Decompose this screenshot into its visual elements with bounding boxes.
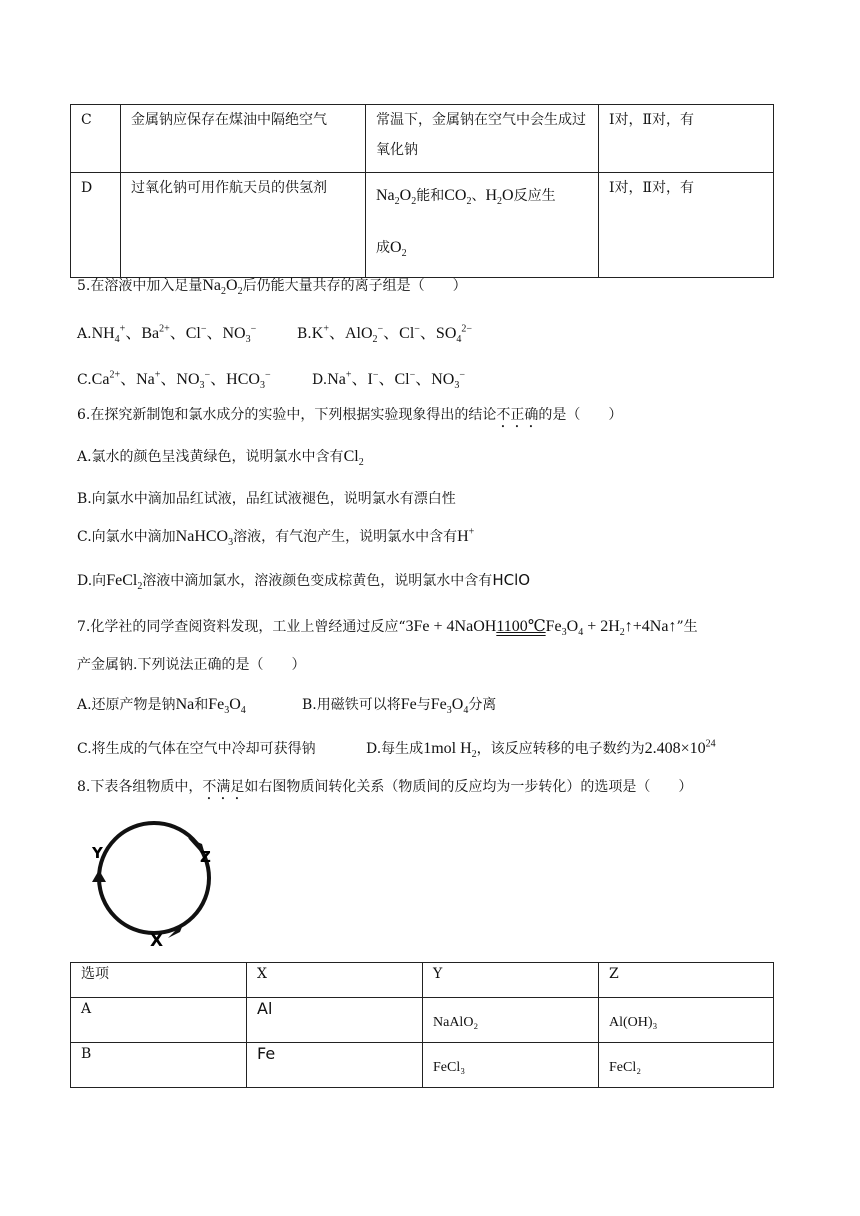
label-x: X <box>150 931 164 950</box>
statement-two-cell: $Na_2O_2$能和$CO_2$、$H_2O$反应生 成$O_2$ <box>366 173 599 278</box>
question-6-option-b: B.向氯水中滴加品红试液，品红试液褪色，说明氯水有漂白性 <box>77 491 456 507</box>
table-row <box>71 1043 774 1088</box>
question-7-option-a: A.还原产物是钠Na和$Fe_3O_4$ <box>77 696 246 717</box>
judgement-cell: Ⅰ对，Ⅱ对，有 <box>599 105 774 173</box>
question-8-stem: 8.下表各组物质中，不满足如右图物质间转化关系（物质间的反应均为一步转化）的选项是（ ） <box>77 779 693 795</box>
question-5-option-c: $C.Ca^{2+}$、Na+、$NO_3^-$、$HCO_3^-$ <box>77 369 271 392</box>
question-5-option-b: B.K+、AlO$_2$−、Cl−、$SO_4^{2-}$ <box>297 323 473 346</box>
option-cell: C <box>71 105 121 173</box>
header-y: Y <box>423 963 599 998</box>
cell-z: FeCl₂ <box>599 1043 774 1088</box>
label-y: Y <box>92 844 103 862</box>
judgement-cell: Ⅰ对，Ⅱ对，有 <box>599 173 774 278</box>
cell-y: NaAlO₂ <box>423 998 599 1043</box>
question-6-option-a: A.氯水的颜色呈浅黄绿色，说明氯水中含有$Cl_2$ <box>77 448 364 469</box>
table-row <box>71 173 774 278</box>
statement-two-cell: 常温下，金属钠在空气中会生成过氧化钠 <box>366 105 599 173</box>
label-z: Z <box>200 848 211 866</box>
question-5-stem: 5.在溶液中加入足量$Na_2O_2$后仍能大量共存的离子组是（ ） <box>77 277 467 298</box>
cell-x: Fe <box>247 1043 423 1088</box>
question-7-option-b: B.用磁铁可以将Fe与$Fe_3O_4$分离 <box>302 696 497 717</box>
question-5-option-a: $A.NH_4^+$、$Ba^{2+}$、Cl−、$NO_3^-$ <box>77 323 257 346</box>
header-option: 选项 <box>71 963 247 998</box>
question-7-stem: 7.化学社的同学查阅资料发现，工业上曾经通过反应“$3Fe + 4NaOH1100℃Fe_3O_4$ + $2H_2↑+4Na↑$”生 <box>77 618 698 639</box>
question-6-option-d: D.向FeCl$_2$溶液中滴加氯水，溶液颜色变成棕黄色，说明氯水中含有HClO <box>77 571 531 593</box>
option-cell: D <box>71 173 121 278</box>
cell-z: Al(OH)₃ <box>599 998 774 1043</box>
judgement-table <box>70 104 774 278</box>
question-5-option-d: D.Na+、I−、Cl−、$NO_3^-$ <box>312 369 465 392</box>
table-row <box>71 998 774 1043</box>
arrow-x-to-y-icon <box>92 870 106 882</box>
statement-one-cell: 过氧化钠可用作航天员的供氢剂 <box>121 173 366 278</box>
header-x: X <box>247 963 423 998</box>
question-7-option-d: D.每生成1mol $H_2$，该反应转移的电子数约为$2.408\times 10^{24}$ <box>366 738 716 761</box>
conversion-cycle-diagram <box>84 810 224 950</box>
table-row <box>71 105 774 173</box>
header-z: Z <box>599 963 774 998</box>
question-6-stem: 6.在探究新制饱和氯水成分的实验中，下列根据实验现象得出的结论不正确的是（ ） <box>77 407 623 423</box>
question-6-option-c: C.向氯水中滴加NaHCO$_3$溶液，有气泡产生，说明氯水中含有H+ <box>77 526 475 549</box>
cell-x: Al <box>247 998 423 1043</box>
substance-table <box>70 962 774 1088</box>
cell-y: FeCl₃ <box>423 1043 599 1088</box>
table-header-row <box>71 963 774 998</box>
question-7-option-c: C.将生成的气体在空气中冷却可获得钠 <box>77 741 316 757</box>
cell-option: A <box>71 998 247 1043</box>
cell-option: B <box>71 1043 247 1088</box>
statement-one-cell: 金属钠应保存在煤油中隔绝空气 <box>121 105 366 173</box>
cycle-ring <box>99 823 209 933</box>
question-7-stem-line-2: 产金属钠.下列说法正确的是（ ） <box>77 657 306 673</box>
